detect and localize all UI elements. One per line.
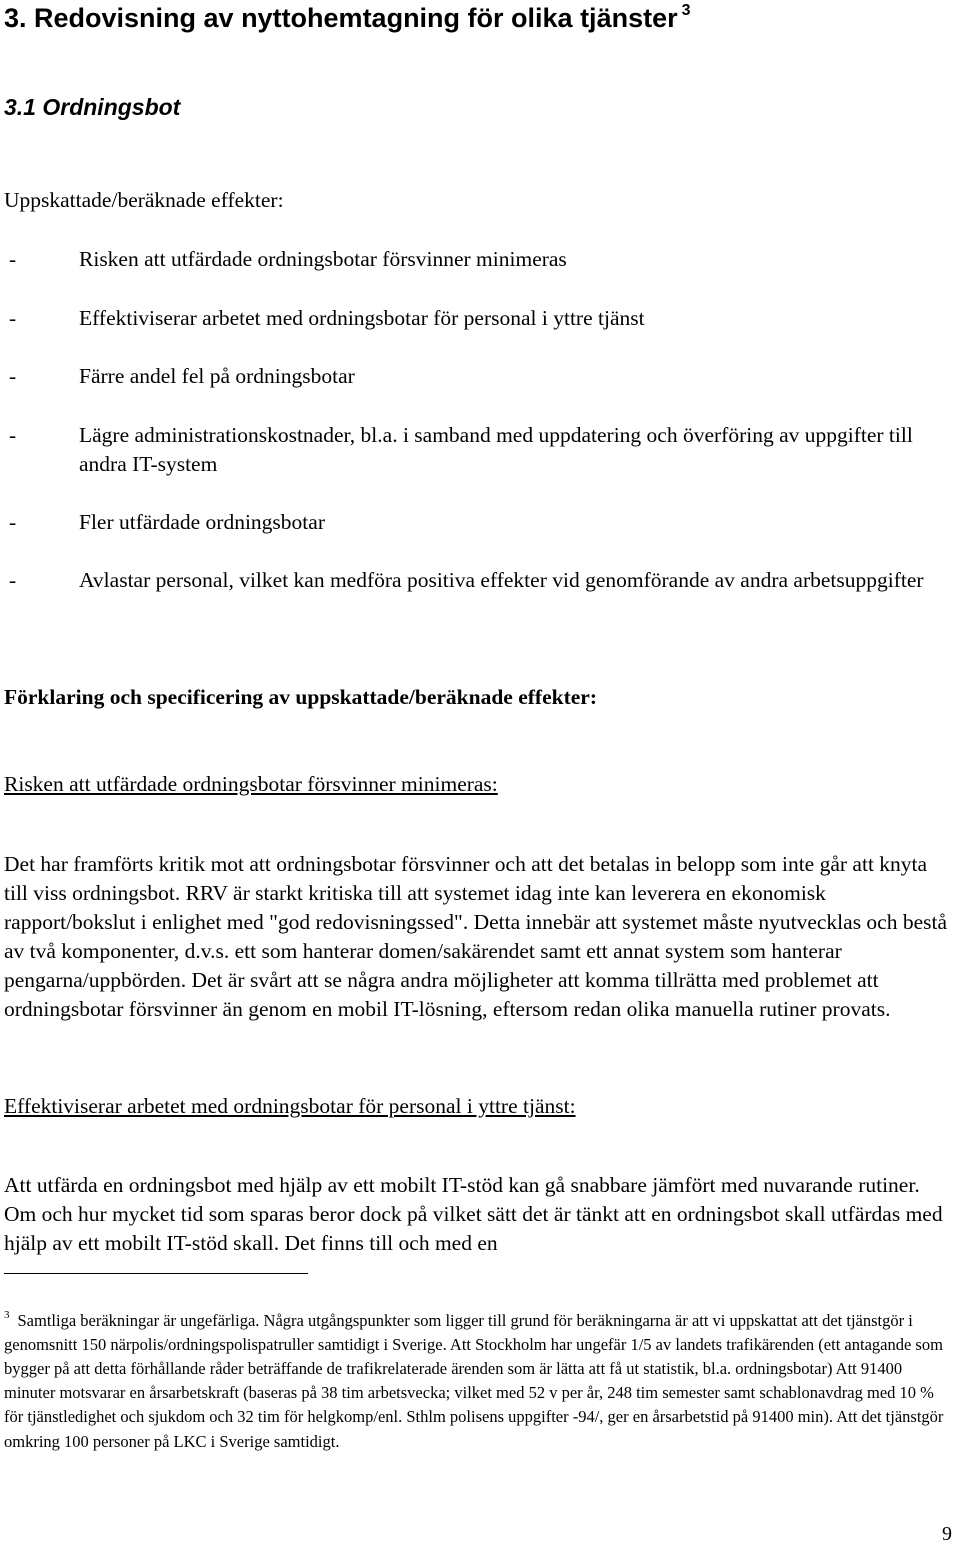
list-dash: - <box>9 568 17 592</box>
list-item <box>9 245 939 274</box>
footnote-text: Samtliga beräkningar är ungefärliga. Några utgångspunkter som ligger till grund för beräkningarna är att vi uppskattat att det tjänstgör i genomsnitt 150 närpolis/ordningspolispatruller samtidigt i Sverige. Att Stockholm har ungefär 1/5 av landets trafikärenden (ett antagande som bygger på att detta förhållande råder beträffande de trafikrelaterade ärenden som är lätta att få ut statistik, bl.a. ordningsbotar) Att 91400 minuter motsvarar en årsarbetskraft (baseras på 38 tim arbetsvecka; vilket med 52 v per år, 248 tim semester samt schablonavdrag med 10 % för tjänstledighet och sjukdom och 32 tim för helgkomp/enl. Sthlm polisens uppgifter -94/, ger en årsarbetstid på 91400 min). Att det tjänstgör omkring 100 personer på LKC i Sverige samtidigt. <box>4 1310 944 1451</box>
effects-label: Uppskattade/beräknade effekter: <box>4 188 284 212</box>
explanation-heading: Förklaring och specificering av uppskattade/beräknade effekter: <box>4 685 597 709</box>
list-item-text: Risken att utfärdade ordningsbotar försvinner minimeras <box>79 247 567 271</box>
list-item-text: Avlastar personal, vilket kan medföra positiva effekter vid genomförande av andra arbetsuppgifter <box>79 568 924 592</box>
list-dash: - <box>9 306 17 330</box>
footnote-separator <box>4 1273 308 1274</box>
list-dash: - <box>9 510 17 534</box>
subsection-heading: 3.1 Ordningsbot <box>4 94 181 120</box>
list-item-text: Fler utfärdade ordningsbotar <box>79 510 325 534</box>
section-heading <box>4 2 691 34</box>
footnote <box>4 1303 956 1454</box>
list-item-text: Lägre administrationskostnader, bl.a. i samband med uppdatering och överföring av uppgifter till andra IT-system <box>79 423 913 476</box>
list-item-text: Färre andel fel på ordningsbotar <box>79 364 355 388</box>
list-item <box>9 508 939 537</box>
list-dash: - <box>9 423 17 447</box>
paragraph-risk: Det har framförts kritik mot att ordningsbotar försvinner och att det betalas in belopp som inte går att knyta till viss ordningsbot. RRV är starkt kritiska till att systemet idag inte kan leverera en ekonomisk rapport/bokslut i enlighet med "god redovisningssed". Detta innebär att systemet måste nyutvecklas och bestå av två komponenter, d.v.s. ett som hanterar domen/sakärendet samt ett annat system som hanterar pengarna/uppbörden. Det är svårt att se några andra möjligheter att komma tillrätta med problemet att ordningsbotar försvinner än genom en mobil IT-lösning, eftersom redan olika manuella rutiner provats. <box>4 851 948 1021</box>
heading-title: 3. Redovisning av nyttohemtagning för olika tjänster <box>4 3 678 33</box>
footnote-reference: 3 <box>681 2 691 19</box>
footnote-marker: 3 <box>4 1308 10 1321</box>
list-dash: - <box>9 247 17 271</box>
paragraph-efficiency: Att utfärda en ordningsbot med hjälp av ett mobilt IT-stöd kan gå snabbare jämfört med nuvarande rutiner. Om och hur mycket tid som sparas beror dock på vilket sätt det är tänkt att en ordningsbot skall utfärdas med hjälp av ett mobilt IT-stöd skall. Det finns till och med en <box>4 1172 943 1255</box>
section-title-efficiency: Effektiviserar arbetet med ordningsbotar för personal i yttre tjänst: <box>4 1094 576 1118</box>
list-item <box>9 421 939 479</box>
list-item <box>9 362 939 391</box>
page-number: 9 <box>942 1523 952 1545</box>
list-item-text: Effektiviserar arbetet med ordningsbotar för personal i yttre tjänst <box>79 306 645 330</box>
list-dash: - <box>9 364 17 388</box>
list-item <box>9 566 939 595</box>
list-item <box>9 304 939 333</box>
section-title-risk: Risken att utfärdade ordningsbotar försvinner minimeras: <box>4 772 498 796</box>
